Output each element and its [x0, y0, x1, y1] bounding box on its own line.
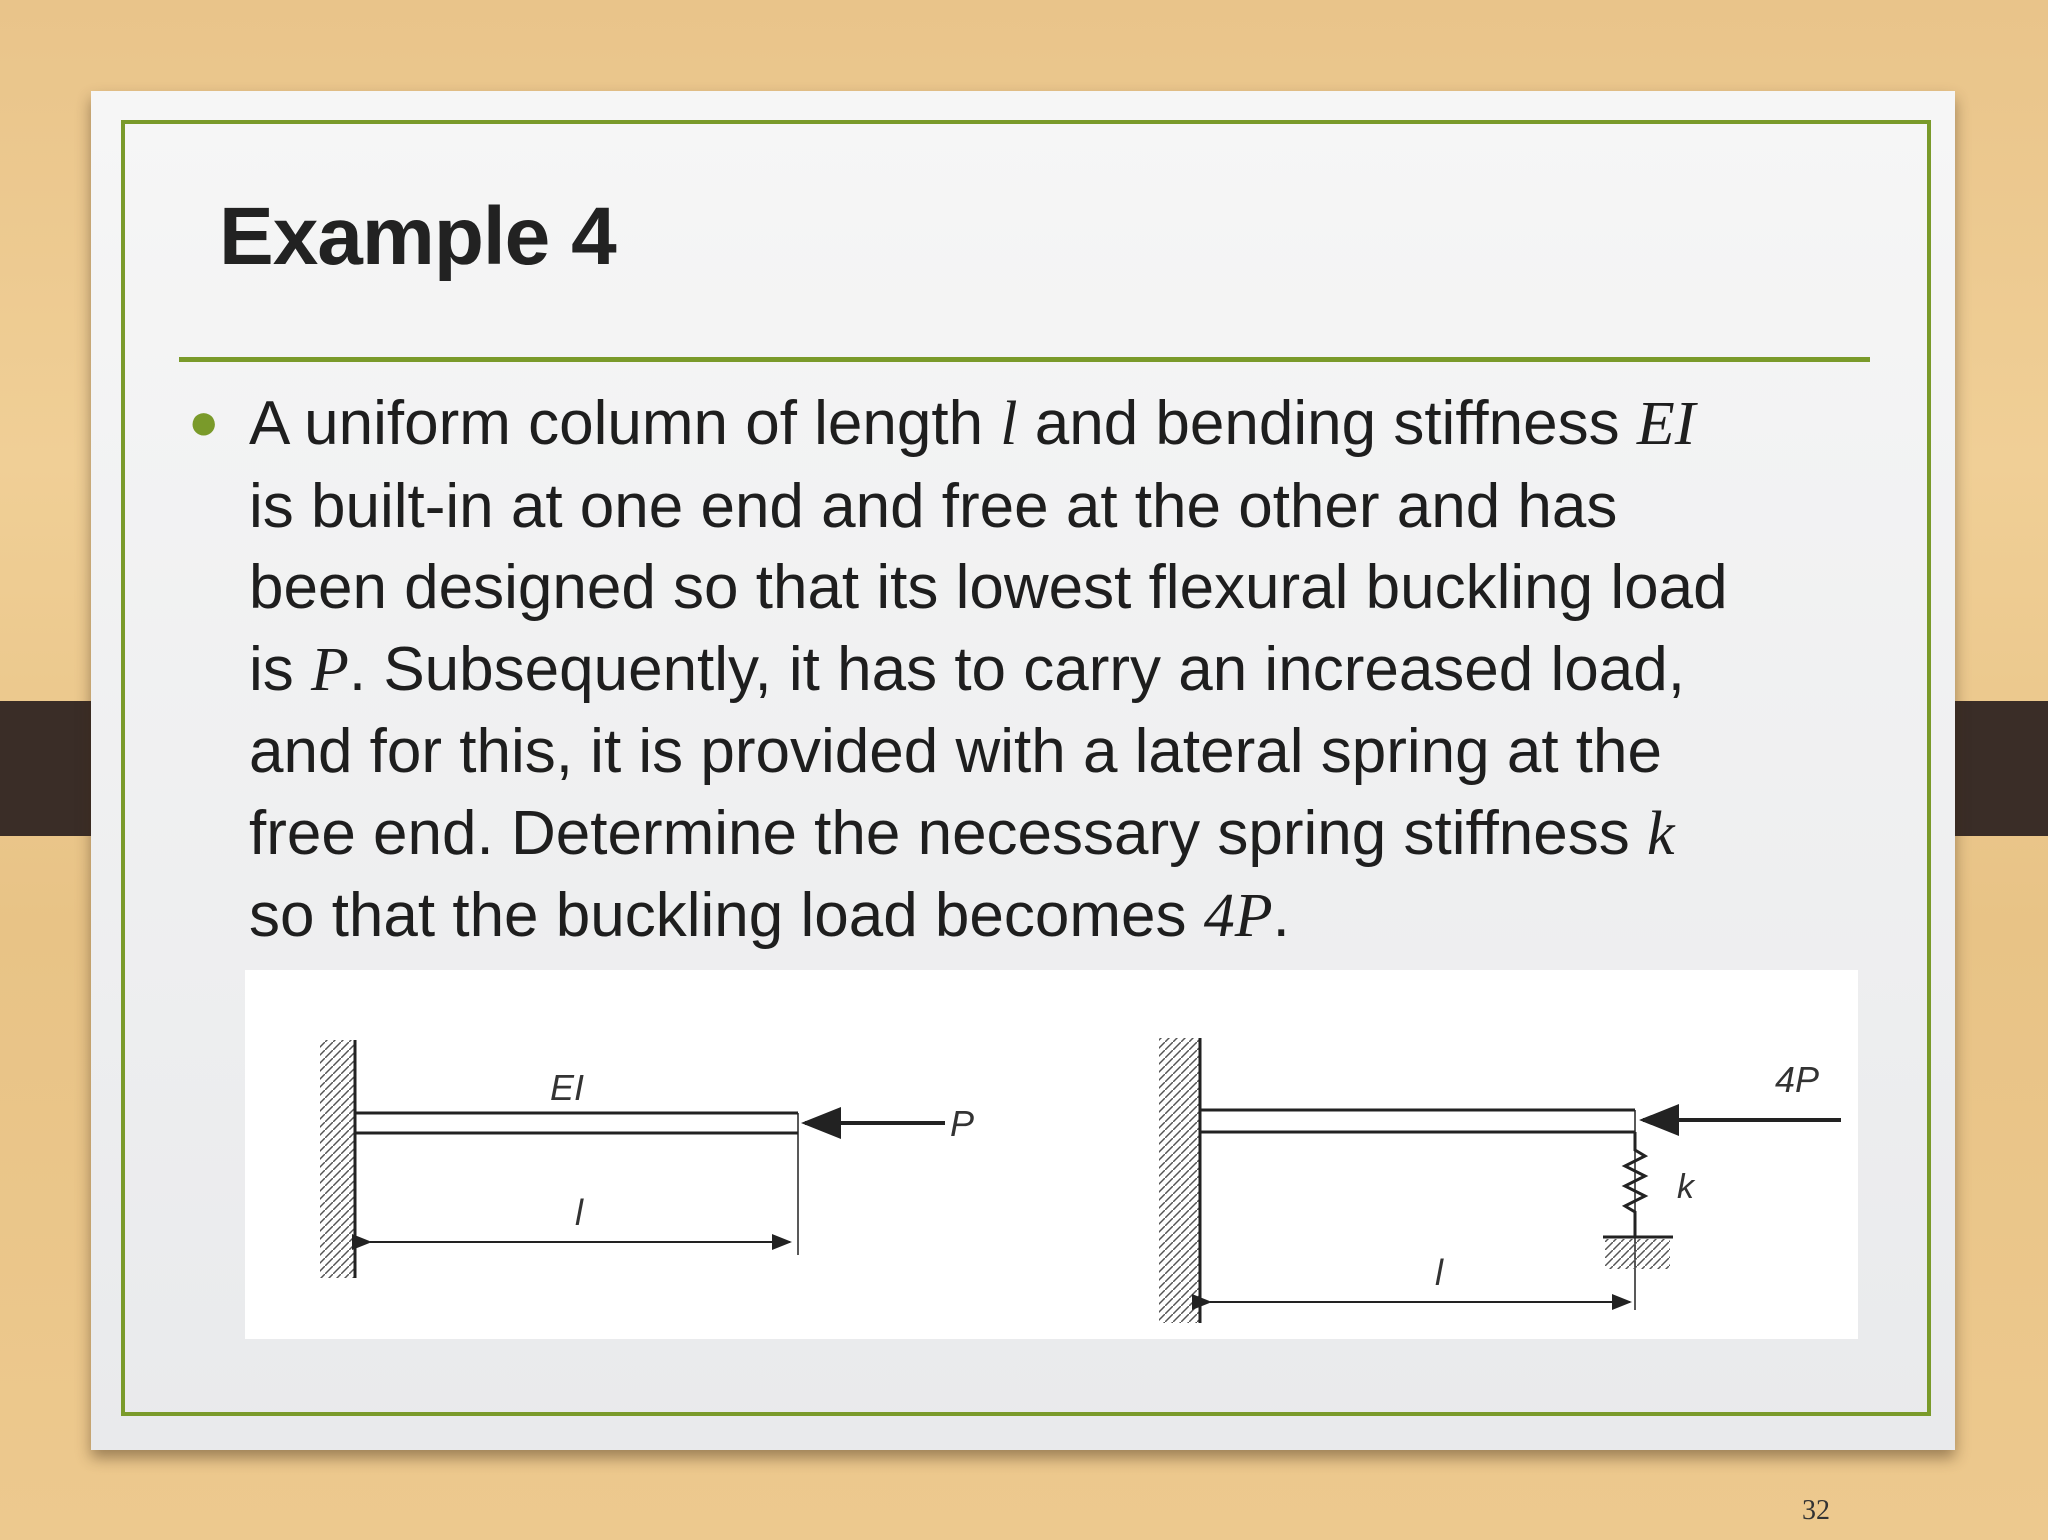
- bullet-icon: ●: [188, 393, 220, 451]
- load-label: P: [950, 1103, 975, 1144]
- fixed-column-diagram: [320, 1040, 974, 1278]
- text-line: is built-in at one end and free at the other and has: [249, 471, 1618, 541]
- text-line: free end. Determine the necessary spring stiffness k: [249, 798, 1675, 868]
- title-divider: [179, 357, 1870, 362]
- text-line: so that the buckling load becomes 4P.: [249, 881, 1290, 950]
- length-label: l: [575, 1192, 583, 1233]
- text-line: A uniform column of length l and bending stiffness EI: [249, 389, 1696, 458]
- length-label: l: [1435, 1252, 1443, 1293]
- text-line: been designed so that its lowest flexural buckling load: [249, 553, 1728, 622]
- text-line: and for this, it is provided with a lateral spring at the: [249, 717, 1662, 786]
- slide-title: Example 4: [219, 191, 616, 282]
- column-diagrams: [245, 970, 1858, 1339]
- page-number: 32: [1802, 1495, 1830, 1526]
- problem-text: [249, 383, 1728, 958]
- stiffness-label: EI: [550, 1067, 585, 1108]
- load-label: 4P: [1775, 1059, 1820, 1100]
- spring-column-diagram: [1159, 1038, 1841, 1323]
- spring-label: k: [1677, 1168, 1694, 1206]
- text-line: is P. Subsequently, it has to carry an increased load,: [249, 634, 1685, 704]
